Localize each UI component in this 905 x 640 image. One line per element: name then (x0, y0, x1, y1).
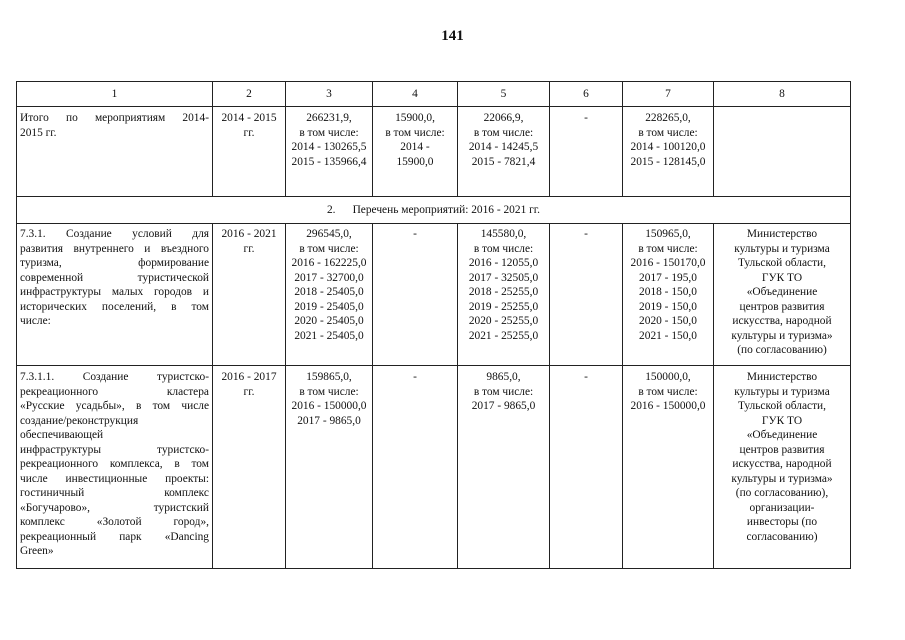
cell-line: 9865,0, (486, 371, 521, 383)
cell-line: в том числе: (473, 385, 534, 398)
cell-line: инвесторы (по (746, 516, 818, 528)
table-row (17, 224, 851, 366)
measures-table (16, 81, 851, 569)
cell-line: 2014 - 100120,0 (630, 141, 706, 153)
cell-line: в том числе: (299, 385, 359, 398)
cell-line: 2015 - 7821,4 (471, 155, 536, 168)
cell-line: в том числе: (299, 242, 359, 255)
cell-line: культуры и туризма (734, 385, 830, 398)
header-cell: 6 (550, 82, 623, 107)
header-cell: 2 (213, 82, 286, 107)
cell-line: 2014 - (400, 141, 430, 153)
page-number: 141 (441, 28, 464, 44)
cell-line: - (584, 112, 588, 124)
cell-line: современной туристической (20, 271, 209, 284)
cell-line: Министерство (746, 228, 818, 240)
table-row (17, 107, 851, 197)
cell-line: 2016 - 150000,0 (291, 400, 367, 412)
cell-line: центров развития (739, 443, 825, 456)
cell-line: 2015 - 128145,0 (630, 155, 706, 168)
name-cell (17, 224, 213, 366)
cell-line: туризма, формирование (20, 257, 209, 269)
cell-line: 2016 - 12055,0 (468, 257, 539, 269)
amount-cell (623, 366, 714, 569)
cell-line: 2017 - 9865,0 (297, 414, 361, 427)
header-cell: 5 (458, 82, 550, 107)
cell-line: 15900,0, (395, 112, 435, 124)
cell-line: «Объединение (746, 429, 818, 441)
cell-line: 228265,0, (645, 112, 691, 124)
executor-cell (714, 366, 851, 569)
cell-line: 15900,0 (396, 155, 434, 168)
section-row (17, 197, 851, 224)
cell-line: Тульской области, (737, 257, 827, 269)
cell-line: 2020 - 150,0 (639, 315, 697, 327)
cell-line: 2016 - 2021 (221, 228, 277, 240)
period-cell (213, 224, 286, 366)
executor-cell (714, 107, 851, 197)
amount-cell (458, 107, 550, 197)
cell-line: - (413, 228, 417, 240)
amount-cell (286, 107, 373, 197)
cell-line: ГУК ТО (761, 271, 803, 284)
header-cell: 4 (373, 82, 458, 107)
cell-line: (по согласованию) (737, 344, 827, 356)
cell-line: в том числе: (473, 242, 534, 255)
cell-line: 145580,0, (480, 228, 527, 240)
cell-line: 2018 - 150,0 (639, 286, 697, 298)
cell-line: 2021 - 150,0 (639, 329, 697, 342)
cell-line: комплекс «Золотой город», (20, 516, 209, 528)
cell-line: гг. (243, 126, 255, 139)
cell-line: искусства, народной (732, 315, 832, 327)
cell-line: «Объединение (746, 286, 818, 298)
cell-line: числе: (20, 315, 51, 327)
cell-line: создание/реконструкция (20, 414, 139, 427)
cell-line: 2017 - 32505,0 (468, 271, 539, 284)
cell-line: в том числе: (473, 126, 534, 139)
cell-line: в том числе: (299, 126, 359, 139)
cell-line: 2016 - 162225,0 (291, 257, 367, 269)
cell-line: в том числе: (638, 126, 698, 139)
cell-line: гостиничный комплекс (20, 487, 209, 499)
header-cell: 7 (623, 82, 714, 107)
cell-line: 7.3.1. Создание условий для (20, 228, 209, 240)
period-cell (213, 366, 286, 569)
cell-line: 2018 - 25405,0 (294, 286, 364, 298)
period-cell (213, 107, 286, 197)
cell-line: искусства, народной (732, 458, 832, 470)
cell-line: культуры и туризма (734, 242, 830, 255)
cell-line: ГУК ТО (761, 414, 803, 427)
cell-line: числе инвестиционные проекты: (20, 472, 209, 485)
cell-line: 2019 - 25405,0 (294, 300, 364, 313)
header-cell: 8 (714, 82, 851, 107)
cell-line: «Русские усадьбы», в том числе (20, 400, 209, 412)
amount-cell (550, 366, 623, 569)
cell-line: 2016 - 2017 (221, 371, 277, 383)
cell-line: 2020 - 25255,0 (468, 315, 539, 327)
cell-line: 2017 - 9865,0 (471, 400, 536, 412)
cell-line: исторических поселений, в том (20, 300, 209, 313)
cell-line: - (584, 228, 588, 240)
executor-cell (714, 224, 851, 366)
amount-cell (550, 224, 623, 366)
cell-line: Министерство (746, 371, 818, 383)
cell-line: гг. (243, 242, 255, 255)
amount-cell (458, 366, 550, 569)
amount-cell (373, 224, 458, 366)
cell-line: инфраструктуры туристско- (20, 443, 209, 456)
cell-line: Итого по мероприятиям 2014- (20, 112, 209, 124)
cell-line: в том числе: (638, 242, 698, 255)
cell-line: Green» (20, 545, 54, 557)
amount-cell (623, 224, 714, 366)
amount-cell (623, 107, 714, 197)
amount-cell (550, 107, 623, 197)
cell-line: 2017 - 32700,0 (294, 271, 364, 284)
cell-line: 296545,0, (306, 228, 352, 240)
cell-line: 2021 - 25405,0 (294, 329, 364, 342)
cell-line: 22066,9, (483, 112, 524, 124)
cell-line: 159865,0, (306, 371, 352, 383)
cell-line: рекреационного кластера (20, 385, 209, 398)
cell-line: инфраструктуры малых городов и (20, 286, 209, 298)
cell-line: гг. (243, 385, 255, 398)
header-cell: 1 (17, 82, 213, 107)
cell-line: рекреационный парк «Dancing (20, 530, 209, 543)
table-header-row (17, 82, 851, 107)
cell-line: 2017 - 195,0 (639, 271, 697, 284)
cell-line: в том числе: (638, 385, 698, 398)
cell-line: обеспечивающей (20, 429, 104, 441)
cell-line: (по согласованию), (735, 487, 829, 499)
cell-line: 150965,0, (645, 228, 691, 240)
section-title: 2. Перечень мероприятий: 2016 - 2021 гг. (17, 197, 851, 224)
cell-line: 150000,0, (645, 371, 691, 383)
amount-cell (286, 366, 373, 569)
cell-line: 2016 - 150170,0 (630, 257, 706, 269)
cell-line: 7.3.1.1. Создание туристско- (20, 371, 209, 383)
name-cell (17, 107, 213, 197)
cell-line: 266231,9, (306, 112, 352, 124)
cell-line: 2014 - 2015 (221, 112, 277, 124)
table-row (17, 366, 851, 569)
cell-line: рекреационного комплекса, в том (20, 458, 209, 470)
header-cell: 3 (286, 82, 373, 107)
cell-line: 2014 - 130265,5 (291, 141, 367, 153)
amount-cell (373, 366, 458, 569)
amount-cell (373, 107, 458, 197)
cell-line: 2015 - 135966,4 (291, 155, 367, 168)
cell-line: 2021 - 25255,0 (468, 329, 539, 342)
cell-line: в том числе: (385, 126, 445, 139)
amount-cell (458, 224, 550, 366)
cell-line: организации- (749, 501, 815, 514)
name-cell (17, 366, 213, 569)
cell-line: 2016 - 150000,0 (630, 400, 706, 412)
cell-line: 2014 - 14245,5 (468, 141, 539, 153)
cell-line: - (413, 371, 417, 383)
cell-line: 2015 гг. (20, 126, 57, 139)
cell-line: Тульской области, (737, 400, 827, 412)
amount-cell (286, 224, 373, 366)
cell-line: 2019 - 150,0 (639, 300, 697, 313)
cell-line: - (584, 371, 588, 383)
cell-line: «Богучарово», туристский (20, 501, 209, 514)
cell-line: культуры и туризма» (731, 472, 833, 485)
cell-line: 2018 - 25255,0 (468, 286, 539, 298)
cell-line: культуры и туризма» (731, 329, 833, 342)
cell-line: согласованию) (746, 530, 818, 543)
cell-line: развития внутреннего и въездного (20, 242, 209, 255)
cell-line: центров развития (739, 300, 825, 313)
cell-line: 2019 - 25255,0 (468, 300, 539, 313)
cell-line: 2020 - 25405,0 (294, 315, 364, 327)
